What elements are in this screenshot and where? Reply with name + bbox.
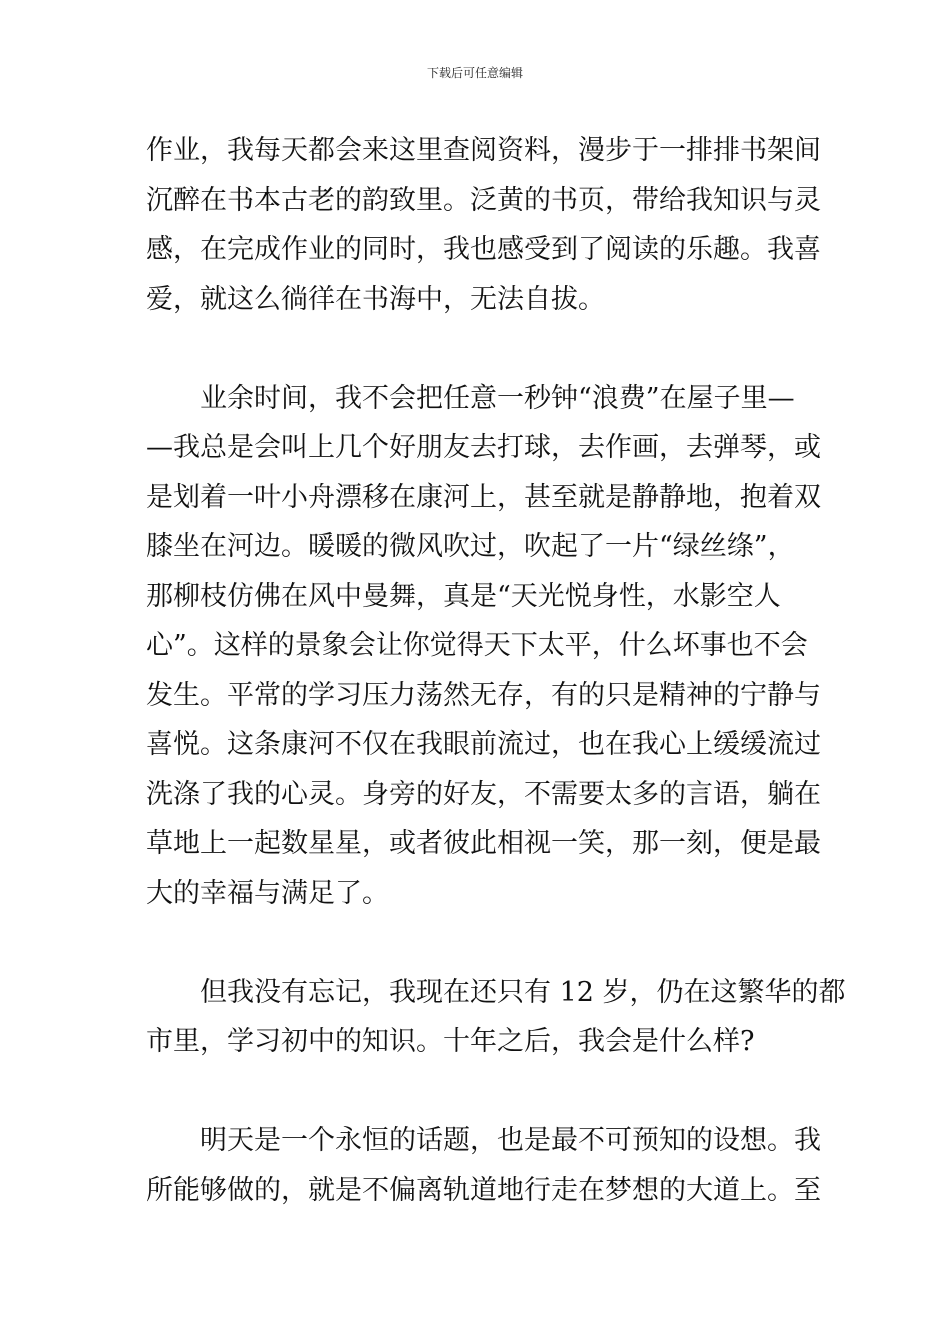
text-line: 膝坐在河边。暖暖的微风吹过，吹起了一片“绿丝绦”， bbox=[146, 531, 795, 562]
text-line: 洗涤了我的心灵。身旁的好友，不需要太多的言语，躺在 bbox=[146, 778, 821, 810]
text-line: 大的幸福与满足了。 bbox=[146, 877, 389, 909]
text-line: 感，在完成作业的同时，我也感受到了阅读的乐趣。我喜 bbox=[146, 234, 821, 265]
paragraph-3 bbox=[146, 968, 846, 1067]
text-line: 但我没有忘记，我现在还只有 12 岁，仍在这繁华的都 bbox=[200, 976, 846, 1008]
text-line: —我总是会叫上几个好朋友去打球，去作画，去弹琴，或 bbox=[146, 432, 821, 463]
paragraph-4 bbox=[146, 1116, 821, 1215]
text-line: 沉醉在书本古老的韵致里。泛黄的书页，带给我知识与灵 bbox=[146, 184, 821, 216]
text-line: 明天是一个永恒的话题，也是最不可预知的设想。我 bbox=[200, 1125, 821, 1156]
text-line: 业余时间，我不会把任意一秒钟“浪费”在屋子里— bbox=[200, 382, 795, 414]
text-line: 发生。平常的学习压力荡然无存，有的只是精神的宁静与 bbox=[146, 679, 821, 711]
text-line: 心”。这样的景象会让你觉得天下太平，什么坏事也不会 bbox=[146, 630, 808, 661]
text-line: 那柳枝仿佛在风中曼舞，真是“天光悦身性，水影空人 bbox=[146, 580, 781, 612]
page-header: 下载后可任意编辑 bbox=[426, 66, 523, 80]
paragraph-2 bbox=[146, 374, 821, 919]
paragraph-gap bbox=[146, 1067, 810, 1117]
text-line: 作业，我每天都会来这里查阅资料，漫步于一排排书架间 bbox=[146, 135, 821, 166]
text-line: 喜悦。这条康河不仅在我眼前流过，也在我心上缓缓流过 bbox=[146, 729, 821, 760]
text-line: 草地上一起数星星，或者彼此相视一笑，那一刻，便是最 bbox=[146, 828, 821, 859]
text-line: 爱，就这么徜徉在书海中，无法自拔。 bbox=[146, 283, 605, 315]
text-line: 是划着一叶小舟漂移在康河上，甚至就是静静地，抱着双 bbox=[146, 481, 821, 513]
paragraph-1 bbox=[146, 126, 821, 324]
text-line: 市里，学习初中的知识。十年之后，我会是什么样? bbox=[146, 1026, 755, 1057]
paragraph-gap bbox=[146, 324, 810, 374]
document-body bbox=[146, 126, 846, 1215]
text-line: 所能够做的，就是不偏离轨道地行走在梦想的大道上。至 bbox=[146, 1174, 821, 1206]
paragraph-gap bbox=[146, 918, 810, 968]
